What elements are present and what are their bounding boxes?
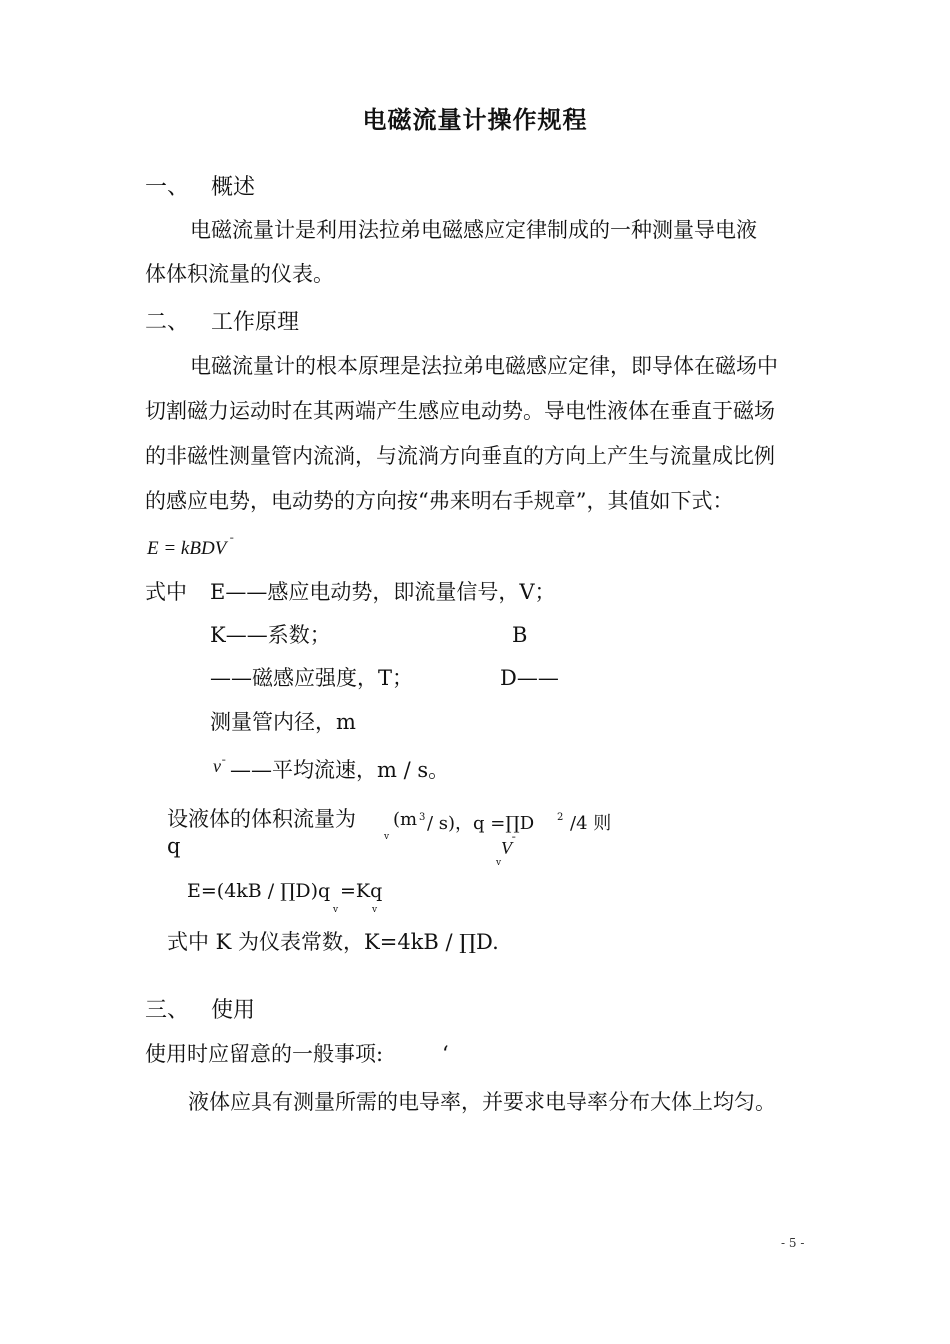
definition-d-letter: D—— bbox=[500, 666, 559, 690]
section-number: 二、 bbox=[145, 310, 190, 335]
vector-mark: ˉ bbox=[511, 835, 517, 848]
section-number: 一、 bbox=[145, 175, 190, 200]
where-prefix: 式中 bbox=[145, 580, 187, 604]
definition-e: E——感应电动势，即流量信号，V； bbox=[210, 580, 556, 604]
subscript-v: v bbox=[496, 858, 502, 868]
subscript-v: v bbox=[384, 832, 390, 842]
page-number: - 5 - bbox=[781, 1236, 805, 1250]
definition-v: ——平均流速，m / s。 bbox=[230, 758, 450, 782]
flow-q-symbol: q bbox=[167, 834, 181, 858]
equation-k-right: =Kq bbox=[340, 880, 383, 902]
paragraph-line: 切割磁力运动时在其两端产生感应电动势。导电性液体在垂直于磁场 bbox=[145, 399, 775, 423]
section-title: 工作原理 bbox=[211, 310, 300, 335]
definition-k: K——系数； bbox=[210, 623, 331, 647]
paragraph-line: 体体积流量的仪表。 bbox=[145, 262, 334, 286]
vector-mark: ˉ bbox=[221, 758, 227, 771]
subscript-v: v bbox=[372, 905, 378, 915]
paragraph-line: 的非磁性测量管内流淌，与流淌方向垂直的方向上产生与流量成比例 bbox=[145, 444, 775, 468]
superscript-2: 2 bbox=[557, 812, 564, 823]
formula-emf: E = kBDV bbox=[147, 538, 227, 559]
paragraph-line: 的感应电势，电动势的方向按“弗来明右手规章”，其值如下式： bbox=[145, 489, 734, 513]
paragraph-line: 电磁流量计是利用法拉弟电磁感应定律制成的一种测量导电液 bbox=[190, 218, 757, 242]
flow-unit-open: (m bbox=[393, 809, 418, 830]
stray-quote-mark: ‘ bbox=[442, 1042, 449, 1066]
section-heading-principle bbox=[145, 305, 299, 336]
flow-velocity-symbol: V bbox=[501, 838, 512, 858]
document-title: 电磁流量计操作规程 bbox=[362, 106, 588, 134]
velocity-symbol: v bbox=[213, 756, 221, 776]
equation-k: E=(4kB / ∏D)q bbox=[187, 880, 331, 902]
definition-b: ——磁感应强度，T； bbox=[210, 666, 414, 690]
usage-item: 液体应具有测量所需的电导率，并要求电导率分布大体上均匀。 bbox=[188, 1090, 776, 1114]
section-heading-usage bbox=[145, 993, 255, 1024]
definition-b-letter: B bbox=[512, 623, 528, 647]
subscript-v: v bbox=[333, 905, 339, 915]
paragraph-line: 电磁流量计的根本原理是法拉弟电磁感应定律，即导体在磁场中 bbox=[190, 354, 778, 378]
section-title: 概述 bbox=[211, 175, 256, 200]
vector-mark: ˉ bbox=[229, 536, 235, 549]
flow-text: 设液体的体积流量为 bbox=[167, 807, 356, 831]
superscript-3: 3 bbox=[419, 812, 426, 823]
section-heading-overview bbox=[145, 170, 255, 201]
flow-text-end: /4 则 bbox=[570, 813, 612, 834]
flow-unit-rest: / s)，q =∏D bbox=[427, 813, 535, 834]
section-title: 使用 bbox=[211, 998, 256, 1023]
constant-definition: 式中 K 为仪表常数，K=4kB / ∏D. bbox=[167, 930, 499, 954]
usage-notes-label: 使用时应留意的一般事项: bbox=[145, 1042, 384, 1066]
section-number: 三、 bbox=[145, 998, 190, 1023]
definition-d: 测量管内径，m bbox=[210, 710, 356, 734]
